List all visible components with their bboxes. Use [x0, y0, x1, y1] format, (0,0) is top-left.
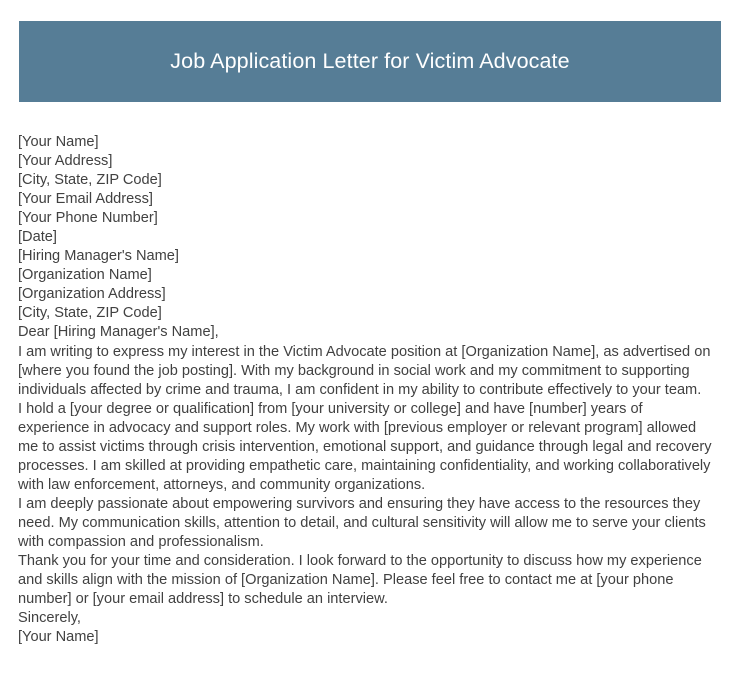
letter-content — [18, 133, 718, 647]
body-paragraph-4: Thank you for your time and consideration. I look forward to the opportunity to discuss how my experience and skills align with the mission of [Organization Name]. Please feel free to contact me at [your phone number] or [your email address] to schedule an interview. — [18, 553, 702, 608]
recipient-address-line: [Organization Address] — [18, 286, 166, 303]
body-paragraph-1: I am writing to express my interest in the Victim Advocate position at [Organization Name], as advertised on [where you found the job posting]. With my background in social work and my commitment to supporting individuals affected by crime and trauma, I am confident in my ability to contribute effectively to your team. — [18, 343, 711, 398]
sender-name-line: [Your Name] — [18, 134, 99, 150]
title-banner — [19, 21, 721, 102]
recipient-city-line: [City, State, ZIP Code] — [18, 305, 162, 322]
sender-email-line: [Your Email Address] — [18, 191, 153, 208]
recipient-name-line: [Hiring Manager's Name] — [18, 248, 179, 265]
salutation: Dear [Hiring Manager's Name], — [18, 324, 219, 341]
sender-city-line: [City, State, ZIP Code] — [18, 172, 162, 189]
closing-line: Sincerely, — [18, 610, 81, 627]
sender-address-line: [Your Address] — [18, 153, 113, 170]
recipient-org-line: [Organization Name] — [18, 267, 152, 284]
sender-phone-line: [Your Phone Number] — [18, 210, 158, 227]
body-paragraph-2: I hold a [your degree or qualification] from [your university or college] and have [number] years of experience in advocacy and support roles. My work with [previous employer or relevant program] allowed me to assist victims through crisis intervention, emotional support, and guidance through legal and recovery processes. I am skilled at providing empathetic care, maintaining confidentiality, and working collaboratively with law enforcement, attorneys, and community organizations. — [18, 400, 712, 493]
signature-line: [Your Name] — [18, 629, 99, 646]
page-title: Job Application Letter for Victim Advocate — [170, 48, 570, 73]
body-paragraph-3: I am deeply passionate about empowering survivors and ensuring they have access to the resources they need. My communication skills, attention to detail, and cultural sensitivity will allow me to serve your clients with compassion and professionalism. — [18, 495, 706, 550]
date-line: [Date] — [18, 229, 57, 246]
